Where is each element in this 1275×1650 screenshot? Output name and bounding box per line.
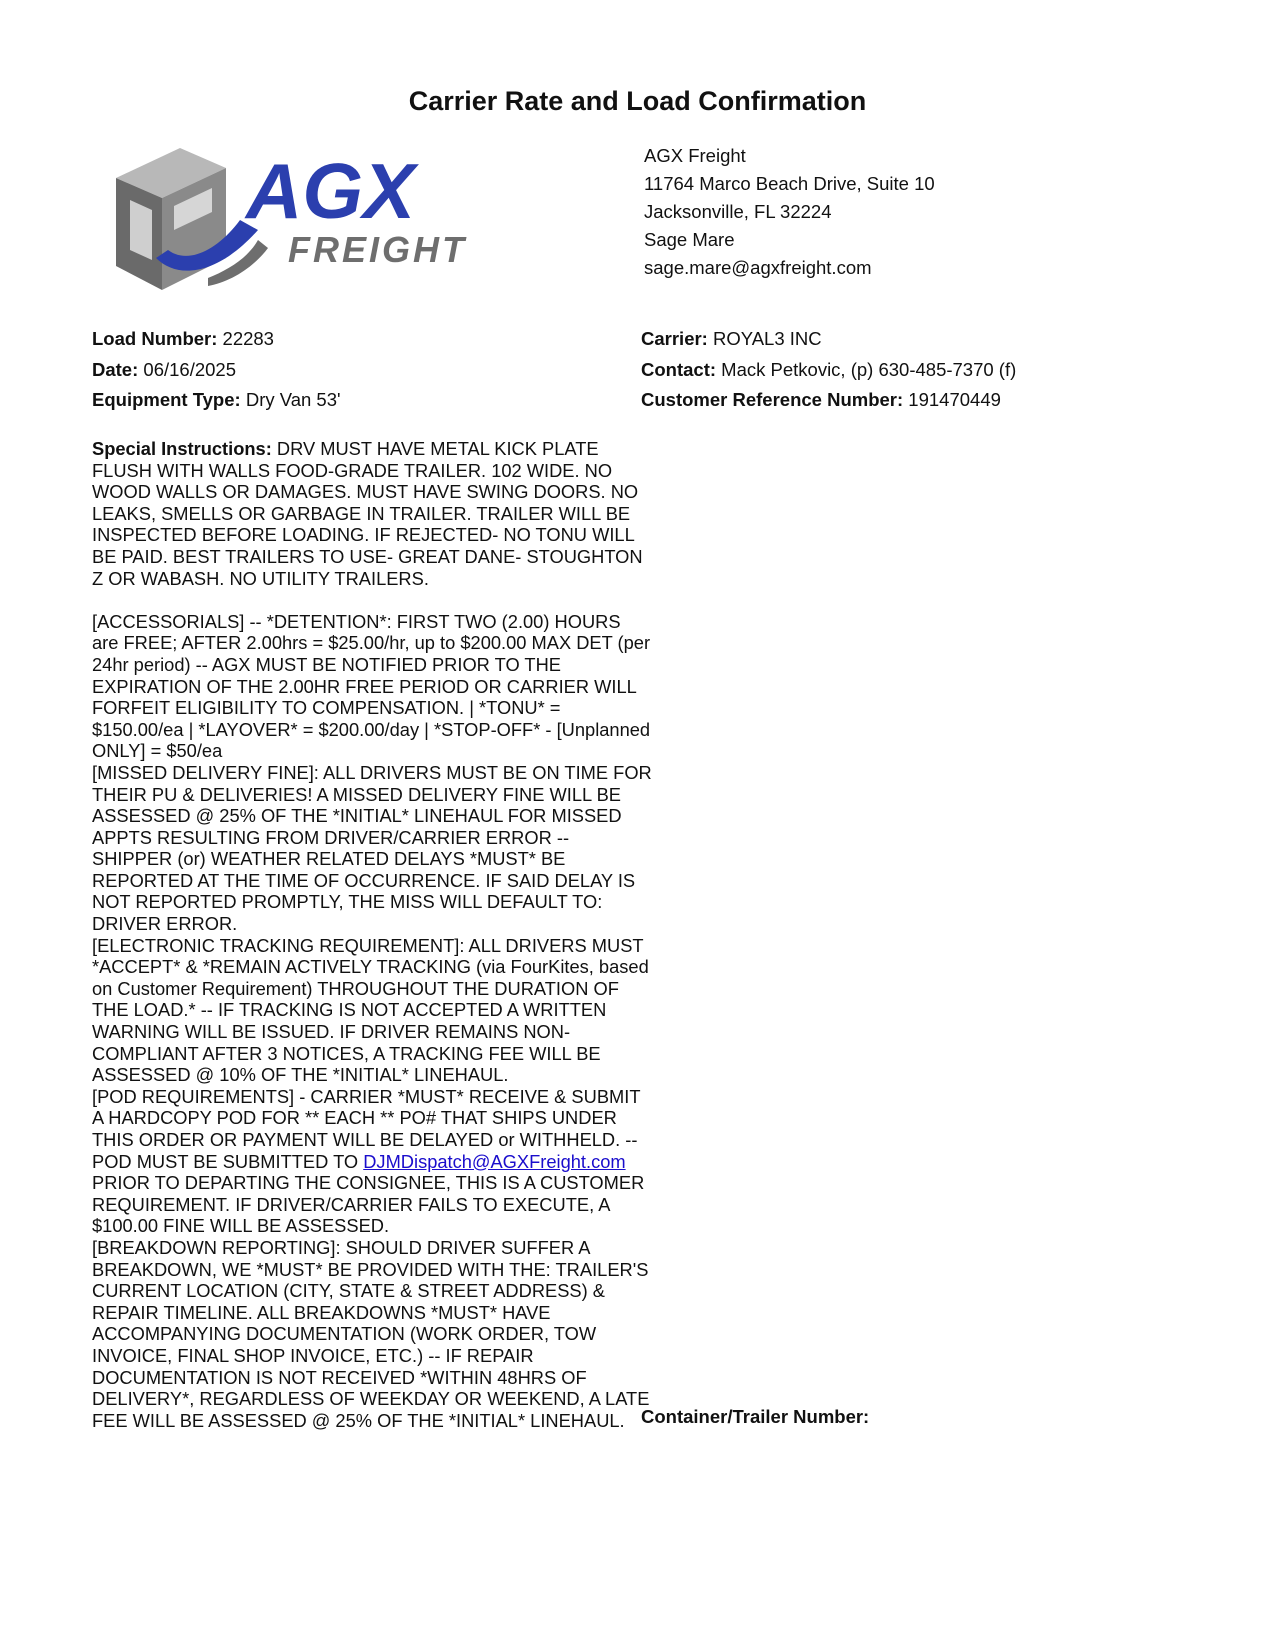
breakdown-paragraph: [BREAKDOWN REPORTING]: SHOULD DRIVER SUFFER A BREAKDOWN, WE *MUST* BE PROVIDED WITH THE: TRAILER'S CURRENT LOCATION (CITY, STATE & STREET ADDRESS) & REPAIR TIMELINE. ALL BREAKDOWNS *MUST* HAVE ACCOMPANYING DOCUMENTATION (WORK ORDER, TOW INVOICE, FINAL SHOP INVOICE, ETC.) -- IF REPAIR DOCUMENTATION IS NOT RECEIVED *WITHIN 48HRS OF DELIVERY*, REGARDLESS OF WEEKDAY OR WEEKEND, A LATE FEE WILL BE ASSESSED @ 25% OF THE *INITIAL* LINEHAUL. <box>92 1236 650 1431</box>
contact-field <box>641 359 1016 381</box>
contact-value: Mack Petkovic, (p) 630-485-7370 (f) <box>721 359 1017 380</box>
container-trailer-label: Container/Trailer Number: <box>641 1406 870 1427</box>
special-instructions <box>92 438 652 1431</box>
pod-paragraph <box>92 1086 652 1237</box>
load-number-field <box>92 328 274 350</box>
equipment-value: Dry Van 53' <box>245 389 341 410</box>
company-city: Jacksonville, FL 32224 <box>644 201 832 222</box>
equipment-label: Equipment Type: <box>92 389 241 410</box>
container-trailer-field <box>641 1406 869 1428</box>
load-number-label: Load Number: <box>92 328 218 349</box>
special-instructions-intro <box>92 438 652 589</box>
customer-reference-label: Customer Reference Number: <box>641 389 904 410</box>
missed-delivery-paragraph: [MISSED DELIVERY FINE]: ALL DRIVERS MUST BE ON TIME FOR THEIR PU & DELIVERIES! A MISSED DELIVERY FINE WILL BE ASSESSED @ 25% OF THE *INITIAL* LINEHAUL FOR MISSED APPTS RESULTING FROM DRIVER/CARRIER ERROR -- SHIPPER (or) WEATHER RELATED DELAYS *MUST* BE REPORTED AT THE TIME OF OCCURRENCE. IF SAID DELAY IS NOT REPORTED PROMPTLY, THE MISS WILL DEFAULT TO: DRIVER ERROR. <box>92 761 652 935</box>
tracking-paragraph: [ELECTRONIC TRACKING REQUIREMENT]: ALL DRIVERS MUST *ACCEPT* & *REMAIN ACTIVELY TRACKING (via FourKites, based on Customer Requirement) THROUGHOUT THE DURATION OF THE LOAD.* -- IF TRACKING IS NOT ACCEPTED A WRITTEN WARNING WILL BE ISSUED. IF DRIVER REMAINS NON-COMPLIANT AFTER 3 NOTICES, A TRACKING FEE WILL BE ASSESSED @ 10% OF THE *INITIAL* LINEHAUL. <box>92 934 649 1086</box>
dispatch-email-link[interactable]: DJMDispatch@AGXFreight.com <box>363 1150 626 1172</box>
carrier-value: ROYAL3 INC <box>712 328 822 349</box>
date-value: 06/16/2025 <box>143 359 236 380</box>
logo-agx-text: AGX <box>246 147 416 235</box>
logo-freight-text: FREIGHT <box>288 229 467 270</box>
date-label: Date: <box>92 359 139 380</box>
load-number-value: 22283 <box>222 328 274 349</box>
special-instructions-text: DRV MUST HAVE METAL KICK PLATE FLUSH WITH WALLS FOOD-GRADE TRAILER. 102 WIDE. NO WOOD WALLS OR DAMAGES. MUST HAVE SWING DOORS. NO LEAKS, SMELLS OR GARBAGE IN TRAILER. TRAILER WILL BE INSPECTED BEFORE LOADING. IF REJECTED- NO TONU WILL BE PAID. BEST TRAILERS TO USE- GREAT DANE- STOUGHTON Z OR WABASH. NO UTILITY TRAILERS. <box>92 438 643 589</box>
company-contact-name: Sage Mare <box>644 229 735 250</box>
company-name: AGX Freight <box>644 145 746 166</box>
equipment-field <box>92 389 341 411</box>
company-street: 11764 Marco Beach Drive, Suite 10 <box>644 173 935 194</box>
customer-reference-field <box>641 389 1001 411</box>
company-address-block <box>644 142 935 282</box>
contact-label: Contact: <box>641 359 717 380</box>
pod-text-after: PRIOR TO DEPARTING THE CONSIGNEE, THIS IS A CUSTOMER REQUIREMENT. IF DRIVER/CARRIER FAILS TO EXECUTE, A $100.00 FINE WILL BE ASSESSED. <box>92 1172 645 1237</box>
carrier-field <box>641 328 822 350</box>
document-title: Carrier Rate and Load Confirmation <box>408 86 867 116</box>
pod-text-before: [POD REQUIREMENTS] - CARRIER *MUST* RECEIVE & SUBMIT A HARDCOPY POD FOR ** EACH ** PO# THAT SHIPS UNDER THIS ORDER OR PAYMENT WILL BE DELAYED or WITHHELD. -- POD MUST BE SUBMITTED TO <box>92 1085 641 1172</box>
agx-freight-logo <box>108 140 488 310</box>
carrier-label: Carrier: <box>641 328 708 349</box>
accessorials-paragraph: [ACCESSORIALS] -- *DETENTION*: FIRST TWO (2.00) HOURS are FREE; AFTER 2.00hrs = $25.00/hr, up to $200.00 MAX DET (per 24hr period) -- AGX MUST BE NOTIFIED PRIOR TO THE EXPIRATION OF THE 2.00HR FREE PERIOD OR CARRIER WILL FORFEIT ELIGIBILITY TO COMPENSATION. | *TONU* = $150.00/ea | *LAYOVER* = $200.00/day | *STOP-OFF* - [Unplanned ONLY] = $50/ea <box>92 610 651 762</box>
customer-reference-value: 191470449 <box>908 389 1001 410</box>
company-email: sage.mare@agxfreight.com <box>644 257 872 278</box>
date-field <box>92 359 236 381</box>
special-instructions-label: Special Instructions: <box>92 438 272 459</box>
